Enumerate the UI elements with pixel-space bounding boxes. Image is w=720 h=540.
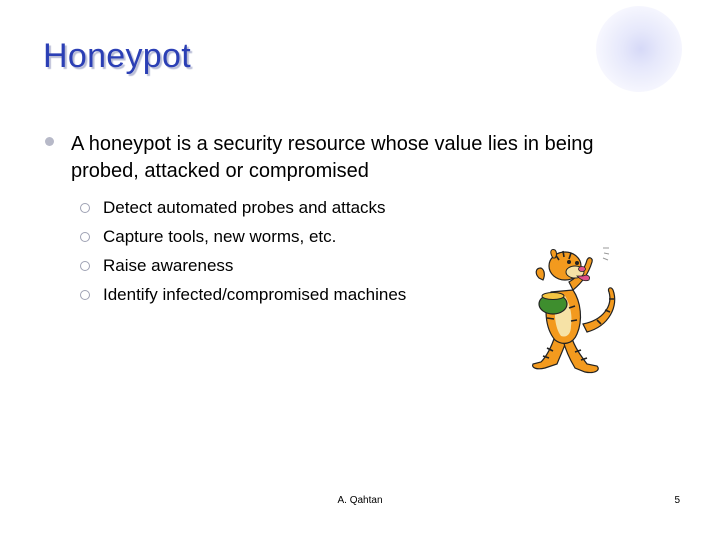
ring-bullet-icon [80,261,90,271]
bullet-dot-icon [45,137,54,146]
sub-bullet-text: Detect automated probes and attacks [103,197,386,217]
ring-bullet-icon [80,203,90,213]
sub-bullet-text: Capture tools, new worms, etc. [103,226,337,246]
tigger-cartoon-icon [525,236,620,376]
list-item [80,222,406,251]
sub-bullet-text: Identify infected/compromised machines [103,284,407,304]
sub-bullet-list [80,193,406,309]
sub-bullet-text: Raise awareness [103,255,234,275]
list-item [80,280,406,309]
list-item [80,193,406,222]
footer-author: A. Qahtan [337,495,383,506]
page-number: 5 [674,495,680,506]
list-item [80,251,406,280]
ring-bullet-icon [80,290,90,300]
slide-title: Honeypot [43,37,191,75]
ring-bullet-icon [80,232,90,242]
decorative-orb [596,6,682,92]
main-bullet-text: A honeypot is a security resource whose value lies in being probed, attacked or compromised [71,133,594,182]
